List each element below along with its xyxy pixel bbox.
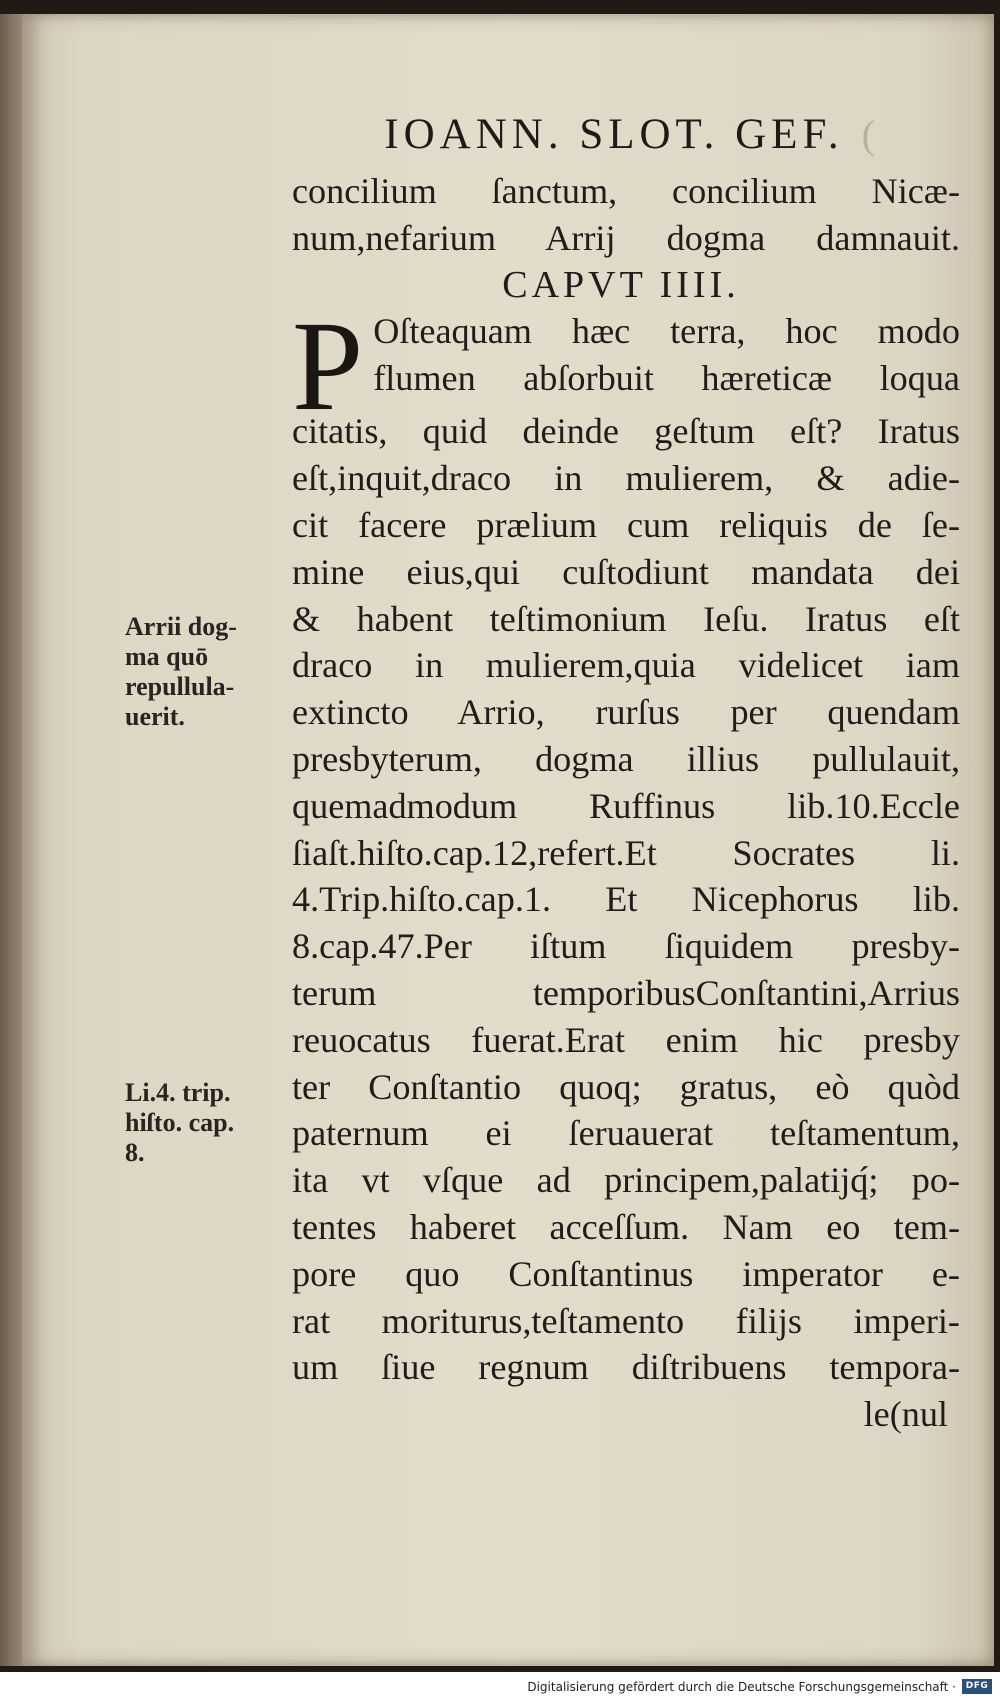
running-title: IOANN. SLOT. GEF. — [384, 111, 844, 158]
text-line: cit facere prælium cum reliquis de ſe- — [292, 504, 960, 545]
running-header — [0, 110, 940, 159]
margin-note-line: Arrii dog- — [125, 612, 237, 641]
text-line: ſiaſt.hiſto.cap.12,refert.Et Socrates li. — [292, 832, 960, 873]
dfg-logo: DFG — [962, 1679, 992, 1694]
text-line: terum temporibusConſtantini,Arrius — [292, 972, 960, 1013]
text-line: quemadmodum Ruffinus lib.10.Eccle — [292, 785, 960, 826]
text-line: eſt,inquit,draco in mulierem, & adie- — [292, 458, 960, 499]
text-line: flumen abſorbuit hæreticæ loqua — [373, 358, 960, 399]
text-line: 4.Trip.hiſto.cap.1. Et Nicephorus lib. — [292, 879, 960, 920]
text-line: reuocatus fuerat.Erat enim hic presby — [292, 1019, 960, 1060]
catchword: le(nul — [863, 1394, 948, 1435]
text-line: citatis, quid deinde geſtum eſt? Iratus — [292, 411, 960, 452]
text-line: um ſiue regnum diſtribuens tempora- — [292, 1347, 960, 1388]
text-line: num,nefarium Arrij dogma damnauit. — [292, 217, 960, 258]
faint-show-through: ( — [861, 112, 880, 157]
text-line: tentes haberet acceſſum. Nam eo tem- — [292, 1206, 960, 1247]
margin-note-line: 8. — [125, 1138, 145, 1167]
text-line: extincto Arrio, rurſus per quendam — [292, 692, 960, 733]
chapter-heading: CAPVT IIII. — [502, 263, 740, 306]
footer-credit: Digitalisierung gefördert durch die Deutsche Forschungsgemeinschaft · — [527, 1680, 956, 1694]
text-line: ita vt vſque ad principem,palatijq́; po- — [292, 1160, 960, 1201]
text-line: rat moriturus,teſtamento filijs imperi- — [292, 1300, 960, 1341]
text-line: concilium ſanctum, concilium Nicæ- — [292, 171, 960, 211]
text-line: mine eius,qui cuſtodiunt mandata dei — [292, 551, 960, 592]
text-line: & habent teſtimonium Ieſu. Iratus eſt — [292, 598, 960, 639]
page-text-block — [292, 168, 960, 1438]
text-line: ter Conſtantio quoq; gratus, eò quòd — [292, 1066, 960, 1107]
margin-note-line: uerit. — [125, 702, 185, 731]
digitization-footer — [0, 1672, 1000, 1704]
margin-note-line: hiſto. cap. — [125, 1108, 235, 1137]
margin-note-reference — [125, 1078, 285, 1168]
text-line: Oſteaquam hæc terra, hoc modo — [373, 311, 960, 352]
paragraph-lines — [292, 408, 960, 1391]
margin-note-line: ma quō — [125, 642, 209, 671]
text-line: 8.cap.47.Per iſtum ſiquidem presby- — [292, 926, 960, 967]
margin-note-line: repullula- — [125, 672, 235, 701]
text-line: paternum ei ſeruauerat teſtamentum, — [292, 1113, 960, 1154]
margin-note-line: Li.4. trip. — [125, 1078, 231, 1107]
book-gutter — [0, 14, 24, 1666]
margin-note-arrius — [125, 612, 285, 732]
text-line: presbyterum, dogma illius pullulauit, — [292, 738, 960, 779]
text-line: pore quo Conſtantinus imperator e- — [292, 1253, 960, 1294]
drop-cap: P — [292, 295, 364, 438]
text-line: draco in mulierem,quia videlicet iam — [292, 645, 960, 686]
